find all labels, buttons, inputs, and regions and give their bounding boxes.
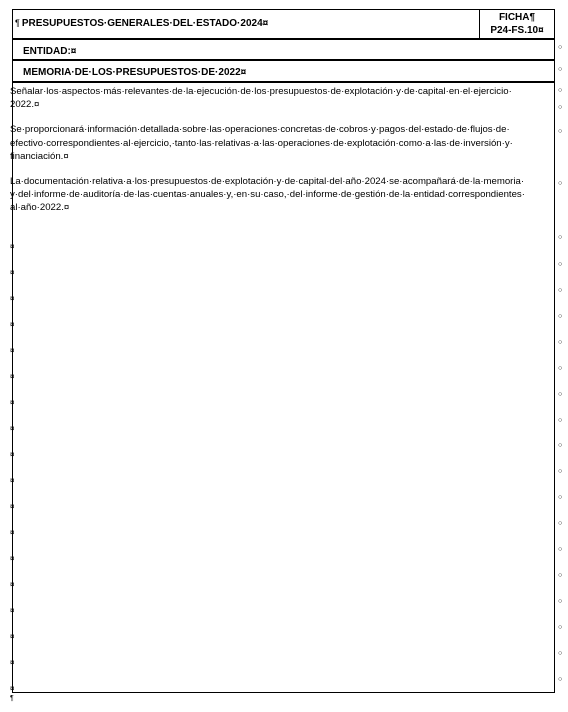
pilcrow-mark: ¶ [15,18,20,28]
empty-line-mark[interactable]: ¤ [10,476,15,485]
empty-line-mark[interactable]: ¤ [10,684,15,693]
cell-end-marker: ○ [558,624,563,631]
cell-end-marker: ○ [558,128,563,135]
cell-end-marker: ○ [558,66,563,73]
empty-line-mark[interactable]: ¤ [10,320,15,329]
cell-end-marker: ○ [558,234,563,241]
cell-end-marker: ○ [558,261,563,268]
empty-line-mark[interactable]: ¤ [10,554,15,563]
empty-line-mark[interactable]: ¤ [10,528,15,537]
document-title-text: PRESUPUESTOS·GENERALES·DEL·ESTADO·2024¤ [21,18,269,29]
empty-line-mark[interactable]: ¤ [10,580,15,589]
cell-end-marker: ○ [558,365,563,372]
cell-end-marker: ○ [558,44,563,51]
cell-end-marker: ○ [558,650,563,657]
empty-line-mark[interactable]: ¤ [10,606,15,615]
cell-end-marker: ○ [558,520,563,527]
page-end-mark: ¶ [10,695,14,702]
empty-line-mark[interactable]: ¤ [10,632,15,641]
cell-end-marker: ○ [558,494,563,501]
entidad-row[interactable] [13,40,554,61]
cell-end-marker: ○ [558,546,563,553]
empty-line-mark[interactable]: ¤ [10,424,15,433]
empty-line-mark[interactable]: ¤ [10,346,15,355]
empty-line-mark[interactable]: ¤ [10,242,15,251]
cell-end-marker: ○ [558,104,563,111]
cell-end-marker: ○ [558,180,563,187]
empty-line-mark[interactable]: ¤ [10,450,15,459]
cell-end-marker: ○ [558,572,563,579]
cell-end-marker: ○ [558,287,563,294]
paragraph-documentacion: La·documentación·relativa·a·los·presupuestos·de·explotación·y·de·capital·del·año·2024·se·acompañará·de·la·memoria· y·del·informe·de·auditoría·de·las·cuentas·anuales·y,·en·su·caso,·del·informe·de·gestión·de·la·entidad·correspondientes· al·año·2022.¤ [10,176,525,214]
ficha-label: FICHA¶ [498,12,536,23]
memoria-heading: MEMORIA·DE·LOS·PRESUPUESTOS·DE·2022¤ [23,67,247,78]
cell-end-marker: ○ [558,339,563,346]
ficha-code-cell [479,10,554,38]
cell-end-marker: ○ [558,417,563,424]
cell-end-marker: ○ [558,313,563,320]
entidad-label: ENTIDAD:¤ [23,46,77,57]
cell-end-marker: ○ [558,676,563,683]
empty-line-mark[interactable]: ¤ [10,294,15,303]
empty-line-mark[interactable]: ¤ [10,268,15,277]
ficha-code: P24-FS.10¤ [490,25,544,36]
cell-end-marker: ○ [558,87,563,94]
empty-line-mark[interactable]: ¤ [10,398,15,407]
paragraph-ejecucion: Señalar·los·aspectos·más·relevantes·de·la·ejecución·de·los·presupuestos·de·explotación·y·de·capital·en·el·ejercicio· 2022.¤ [10,86,512,111]
empty-line-mark[interactable]: ¤ [10,658,15,667]
cell-end-marker: ○ [558,442,563,449]
cell-end-marker: ○ [558,598,563,605]
paragraph-flujos: Se·proporcionará·información·detallada·sobre·las·operaciones·concretas·de·cobros·y·pagos·del·estado·de·flujos·de· efectivo·correspondientes·al·ejercicio,·tanto·las·relativas·a·las·operaciones·de·explotación·como·a·las·de·inversión·y· financiación.¤ [10,124,513,162]
empty-line-mark[interactable]: ¤ [10,372,15,381]
header-row [13,10,554,40]
document-title [15,18,268,29]
memoria-body[interactable] [10,85,534,227]
cell-end-marker: ○ [558,468,563,475]
cell-end-marker: ○ [558,391,563,398]
memoria-row [13,61,554,83]
empty-line-mark[interactable]: ¤ [10,502,15,511]
